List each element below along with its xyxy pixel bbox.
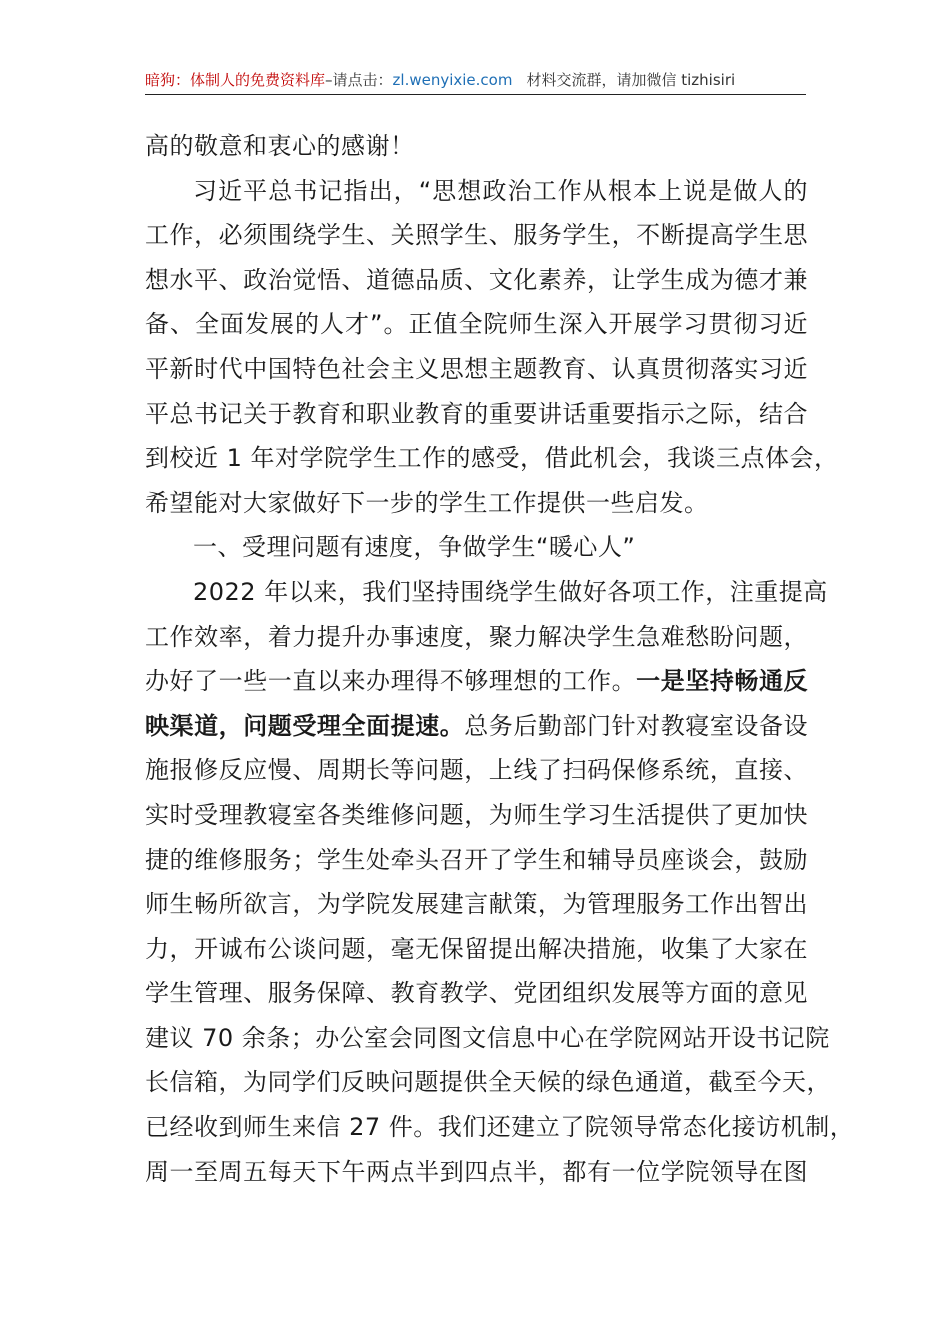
body-line-text: 办好了一些一直以来办理得不够理想的工作。 (145, 667, 637, 696)
section-heading: 一、受理问题有速度，争做学生“暖心人” (193, 533, 636, 562)
body-line: 到校近 1 年对学院学生工作的感受，借此机会，我谈三点体会， (145, 444, 839, 473)
body-line-bold-text: 映渠道，问题受理全面提速。 (145, 711, 465, 740)
body-line-text: 总务后勤部门针对教寝室设备设 (464, 711, 808, 740)
header-wechat-group: 材料交流群，请加微信 tizhisiri (526, 71, 736, 89)
body-line: 学生管理、服务保障、教育教学、党团组织发展等方面的意见 (145, 979, 808, 1008)
body-line: 希望能对大家做好下一步的学生工作提供一些启发。 (145, 488, 709, 517)
body-line: 捷的维修服务；学生处牵头召开了学生和辅导员座谈会，鼓励 (145, 845, 808, 874)
body-line (145, 704, 808, 749)
body-line: 周一至周五每天下午两点半到四点半，都有一位学院领导在图 (145, 1157, 808, 1186)
body-line: 师生畅所欲言，为学院发展建言献策，为管理服务工作出智出 (145, 890, 808, 919)
header-brand: 暗狗：体制人的免费资料库 (145, 71, 326, 89)
page-header (145, 68, 806, 95)
body-line: 平总书记关于教育和职业教育的重要讲话重要指示之际，结合 (145, 399, 808, 428)
body-line (145, 659, 808, 704)
body-line: 工作效率，着力提升办事速度，聚力解决学生急难愁盼问题， (145, 622, 808, 651)
body-line: 平新时代中国特色社会主义思想主题教育、认真贯彻落实习近 (145, 354, 808, 383)
body-line: 施报修反应慢、周期长等问题，上线了扫码保修系统，直接、 (145, 756, 808, 785)
document-body (145, 124, 855, 1194)
body-line: 实时受理教寝室各类维修问题，为师生学习生活提供了更加快 (145, 800, 808, 829)
body-line: 已经收到师生来信 27 件。我们还建立了院领导常态化接访机制， (145, 1113, 855, 1142)
header-click-prompt: –请点击： (325, 71, 393, 89)
body-line: 习近平总书记指出，“思想政治工作从根本上说是做人的 (193, 176, 808, 205)
body-line: 想水平、政治觉悟、道德品质、文化素养，让学生成为德才兼 (145, 265, 808, 294)
body-line: 备、全面发展的人才”。正值全院师生深入开展学习贯彻习近 (145, 310, 808, 339)
header-url-link[interactable]: zl.wenyixie.com (392, 71, 513, 89)
body-line: 力，开诚布公谈问题，毫无保留提出解决措施，收集了大家在 (145, 934, 808, 963)
body-line: 工作，必须围绕学生、关照学生、服务学生，不断提高学生思 (145, 221, 808, 250)
body-line: 长信箱，为同学们反映问题提供全天候的绿色通道，截至今天， (145, 1068, 831, 1097)
body-line-bold-text: 一是坚持畅通反 (636, 667, 809, 696)
body-line: 高的敬意和衷心的感谢！ (145, 132, 415, 160)
body-line: 建议 70 余条；办公室会同图文信息中心在学院网站开设书记院 (145, 1023, 830, 1052)
body-line: 2022 年以来，我们坚持围绕学生做好各项工作，注重提高 (193, 577, 828, 606)
